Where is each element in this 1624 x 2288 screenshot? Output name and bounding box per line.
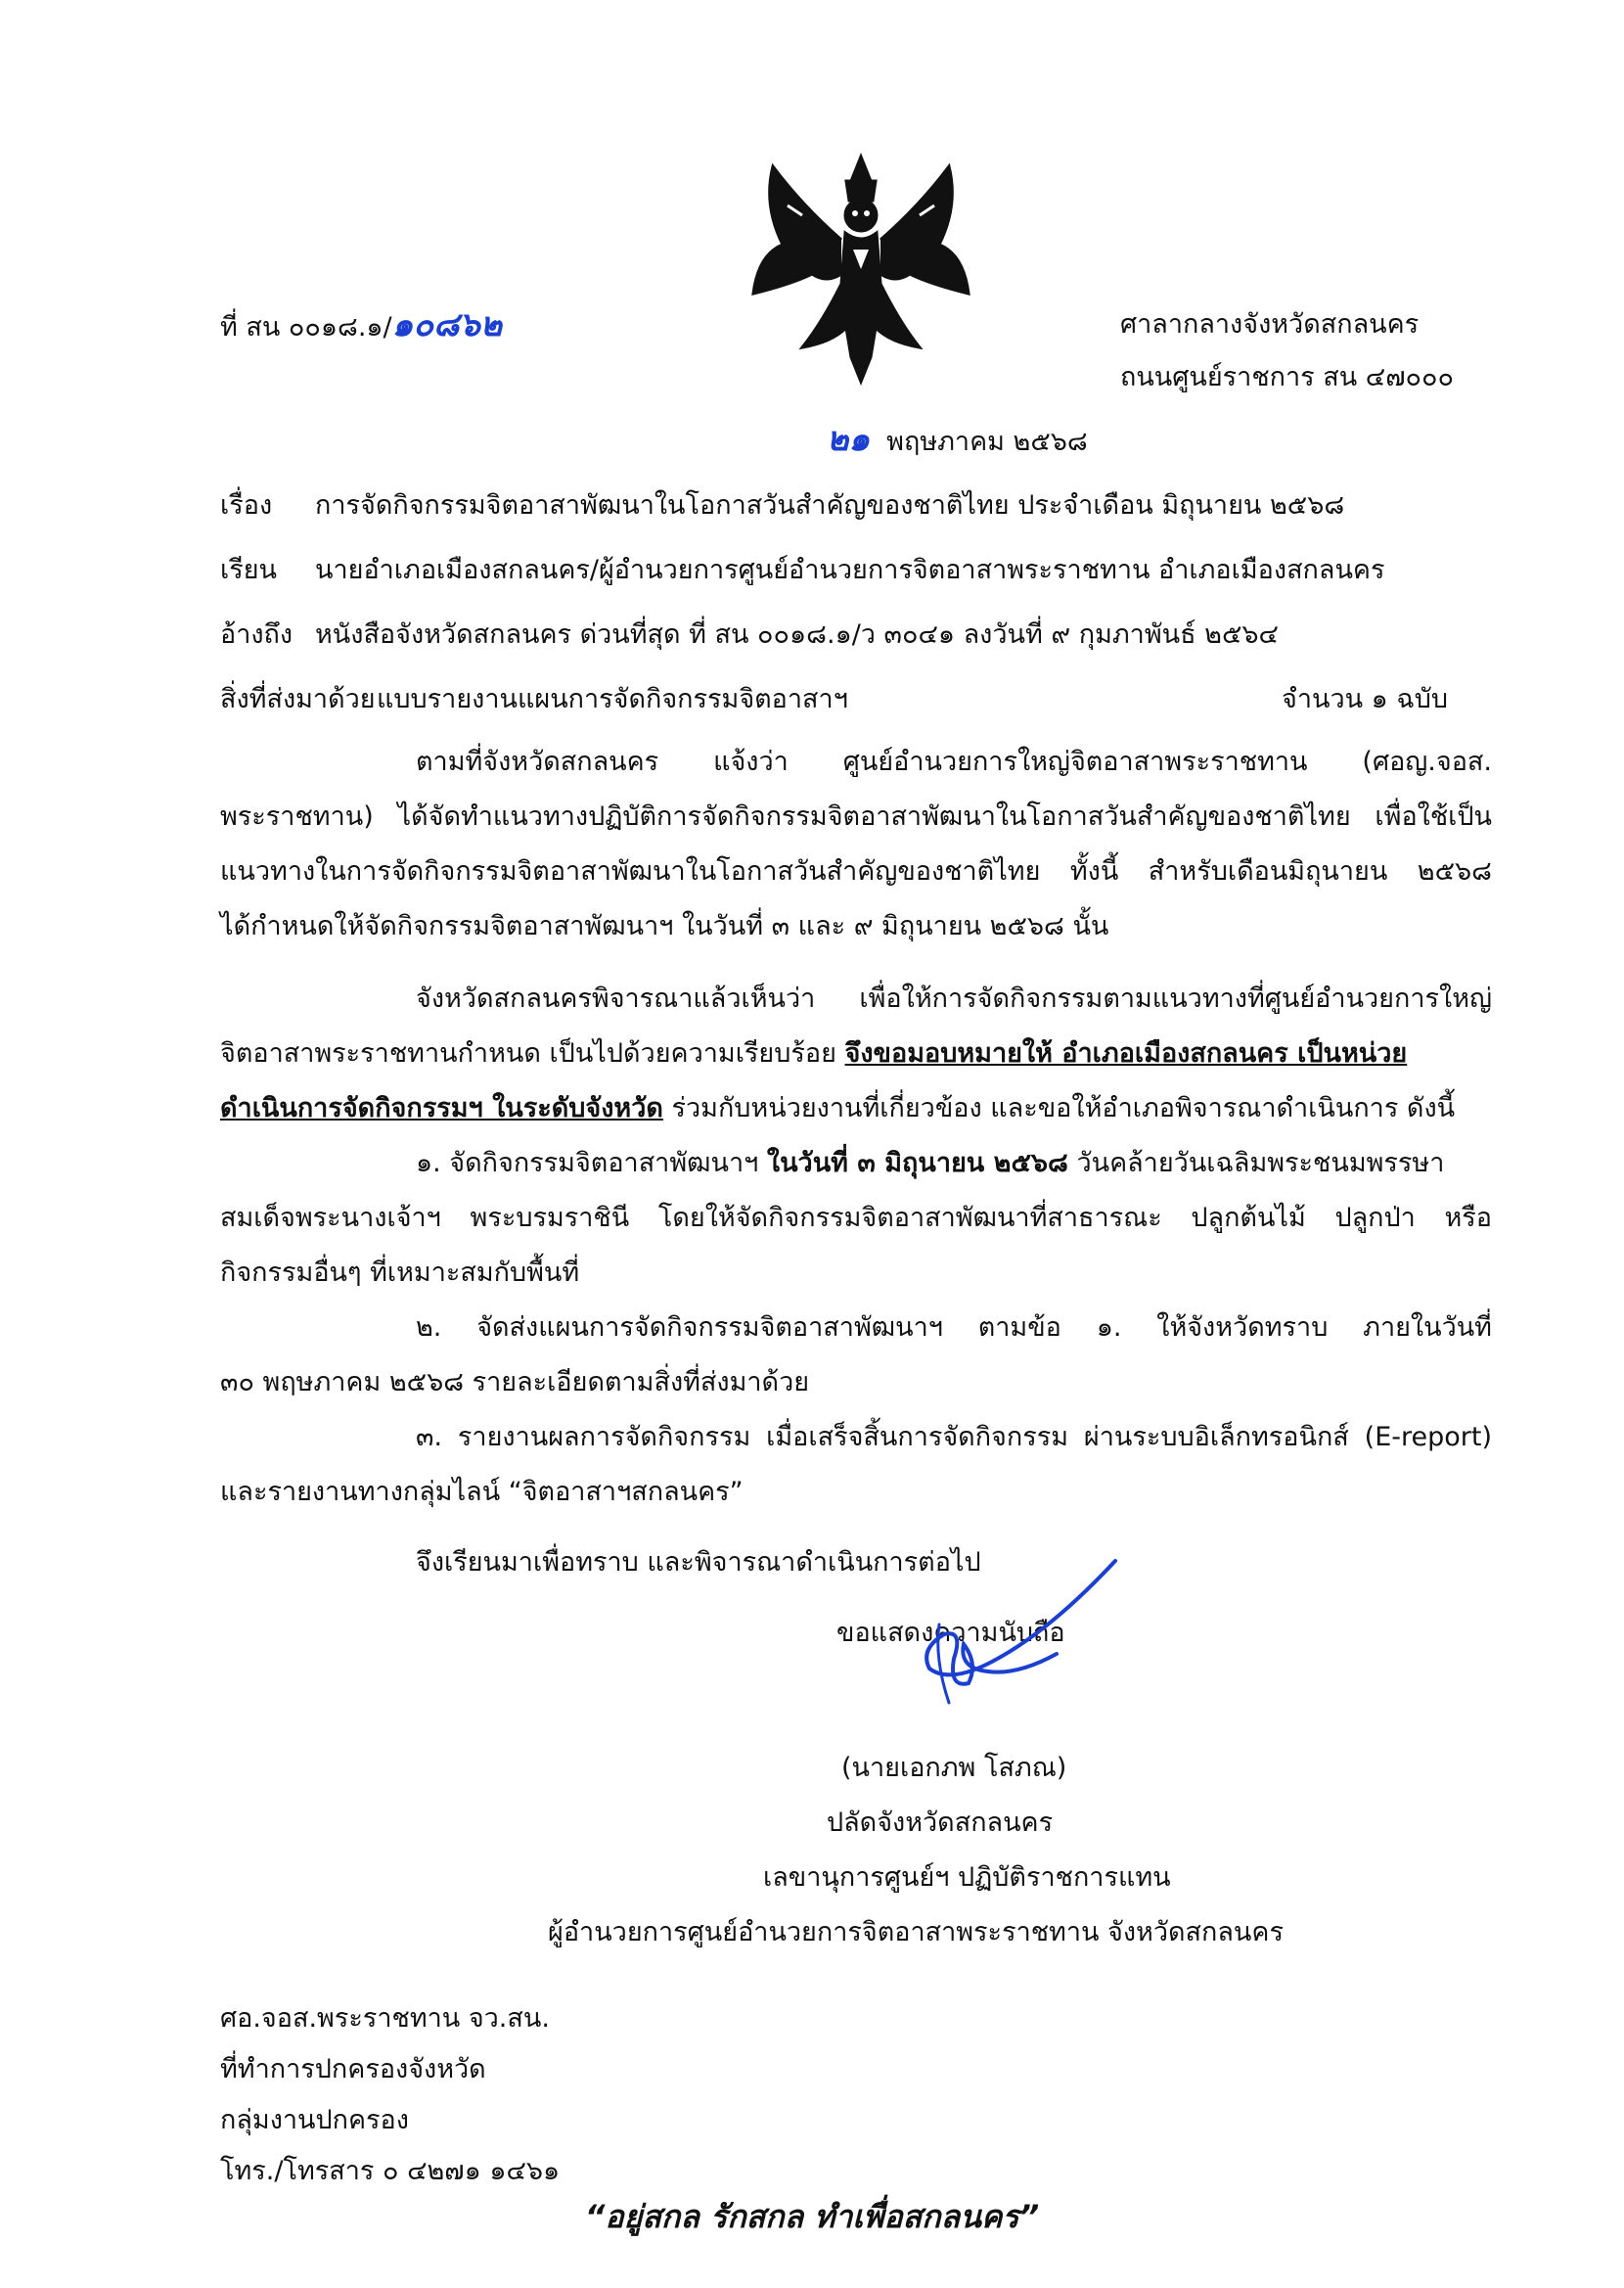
paragraph-2-line-3 [220,1092,1492,1125]
signatory-name: (นายเอกภพ โสภณ) [841,1753,1067,1783]
regards-text: ขอแสดงความนับถือ [836,1618,1065,1648]
item-1-intro: ๑. จัดกิจกรรมจิตอาสาพัฒนาฯ [416,1148,767,1178]
paragraph-2-line-1: จังหวัดสกลนครพิจารณาแล้วเห็นว่า เพื่อให้การจัดกิจกรรมตามแนวทางที่ศูนย์อำนวยการใหญ่ [416,984,1492,1014]
item-1-occasion: วันคล้ายวันเฉลิมพระชนมพรรษา [1067,1148,1445,1178]
item-1-date-bold: ในวันที่ ๓ มิถุนายน ๒๕๖๘ [766,1148,1068,1178]
enclosure-count: จำนวน ๑ ฉบับ [1282,684,1449,714]
paragraph-1-line-4: ได้กำหนดให้จัดกิจกรรมจิตอาสาพัฒนาฯ ในวันที่ ๓ และ ๙ มิถุนายน ๒๕๖๘ นั้น [220,911,1109,941]
subject-text: การจัดกิจกรรมจิตอาสาพัฒนาในโอกาสวันสำคัญของชาติไทย ประจำเดือน มิถุนายน ๒๕๖๘ [315,490,1345,521]
signatory-position-3: ผู้อำนวยการศูนย์อำนวยการจิตอาสาพระราชทาน จังหวัดสกลนคร [548,1917,1284,1947]
assignment-underlined-cont: ดำเนินการจัดกิจกรรมฯ ในระดับจังหวัด [220,1093,663,1123]
footer-department: ที่ทำการปกครองจังหวัด [220,2054,486,2084]
reference-handwritten: ๑๐๘๖๒ [391,305,503,344]
item-2-line-1: ๒. จัดส่งแผนการจัดกิจกรรมจิตอาสาพัฒนาฯ ตามข้อ ๑. ให้จังหวัดทราบ ภายในวันที่ [416,1312,1492,1343]
subject-label: เรื่อง [220,490,273,521]
enclosure-text: แบบรายงานแผนการจัดกิจกรรมจิตอาสาฯ [377,684,848,714]
item-2-line-2: ๓๐ พฤษภาคม ๒๕๖๘ รายละเอียดตามสิ่งที่ส่งมาด้วย [220,1367,810,1397]
org-line-1: ศาลากลางจังหวัดสกลนคร [1120,309,1420,340]
reference-number [220,305,503,344]
date-month-year: พฤษภาคม ๒๕๖๘ [886,427,1088,457]
signatory-position-2: เลขานุการศูนย์ฯ ปฏิบัติราชการแทน [763,1862,1171,1893]
assignment-underlined: จึงขอมอบหมายให้ อำเภอเมืองสกลนคร เป็นหน่วย [844,1038,1408,1069]
item-3-line-2: และรายงานทางกลุ่มไลน์ “จิตอาสาฯสกลนคร” [220,1477,744,1507]
date-handwritten: ๒๑ [827,420,870,459]
footer-phone: โทร./โทรสาร ๐ ๔๒๗๑ ๑๔๖๑ [220,2156,561,2186]
handwritten-signature [871,1556,1145,1713]
item-3-line-1: ๓. รายงานผลการจัดกิจกรรม เมื่อเสร็จสิ้นการจัดกิจกรรม ผ่านระบบอิเล็กทรอนิกส์ (E-report) [416,1422,1492,1452]
item-1-line-2: สมเด็จพระนางเจ้าฯ พระบรมราชินี โดยให้จัดกิจกรรมจิตอาสาพัฒนาที่สาธารณะ ปลูกต้นไม้ ปลูกป่า หรือ [220,1203,1492,1233]
garuda-emblem [744,147,978,387]
org-line-2: ถนนศูนย์ราชการ สน ๔๗๐๐๐ [1120,362,1454,392]
signatory-position-1: ปลัดจังหวัดสกลนคร [827,1808,1054,1838]
reference-text: หนังสือจังหวัดสกลนคร ด่วนที่สุด ที่ สน ๐๐๑๘.๑/ว ๓๐๔๑ ลงวันที่ ๙ กุมภาพันธ์ ๒๕๖๔ [315,619,1279,650]
paragraph-2-line-2-text: จิตอาสาพระราชทานกำหนด เป็นไปด้วยความเรียบร้อย [220,1038,845,1069]
paragraph-1-line-2: พระราชทาน) ได้จัดทำแนวทางปฏิบัติการจัดกิจกรรมจิตอาสาพัฒนาในโอกาสวันสำคัญของชาติไทย เพื่อใช้เป็น [220,801,1492,832]
provincial-slogan: “อยู่สกล รักสกล ทำเพื่อสกลนคร” [584,2198,1040,2235]
paragraph-2-line-3-text: ร่วมกับหน่วยงานที่เกี่ยวข้อง และขอให้อำเภอพิจารณาดำเนินการ ดังนี้ [662,1093,1456,1123]
paragraph-1-line-1: ตามที่จังหวัดสกลนคร แจ้งว่า ศูนย์อำนวยการใหญ่จิตอาสาพระราชทาน (ศอญ.จอส. [416,747,1492,777]
reference-label: อ้างถึง [220,619,293,650]
recipient-text: นายอำเภอเมืองสกลนคร/ผู้อำนวยการศูนย์อำนวยการจิตอาสาพระราชทาน อำเภอเมืองสกลนคร [315,555,1385,585]
item-1-line-3: กิจกรรมอื่นๆ ที่เหมาะสมกับพื้นที่ [220,1258,580,1288]
footer-group: กลุ่มงานปกครอง [220,2105,409,2135]
closing-sentence: จึงเรียนมาเพื่อทราบ และพิจารณาดำเนินการต่อไป [416,1547,981,1578]
paragraph-2-line-2 [220,1037,1492,1071]
enclosure-label: สิ่งที่ส่งมาด้วย [220,684,376,714]
recipient-label: เรียน [220,555,278,585]
footer-office: ศอ.จอส.พระราชทาน จว.สน. [220,2003,550,2034]
document-date [827,420,1088,459]
paragraph-1-line-3: แนวทางในการจัดกิจกรรมจิตอาสาพัฒนาในโอกาสวันสำคัญของชาติไทย ทั้งนี้ สำหรับเดือนมิถุนายน ๒๕๖๘ [220,856,1492,887]
item-1-line-1 [416,1147,1444,1180]
reference-prefix: ที่ สน ๐๐๑๘.๑/ [220,312,392,343]
